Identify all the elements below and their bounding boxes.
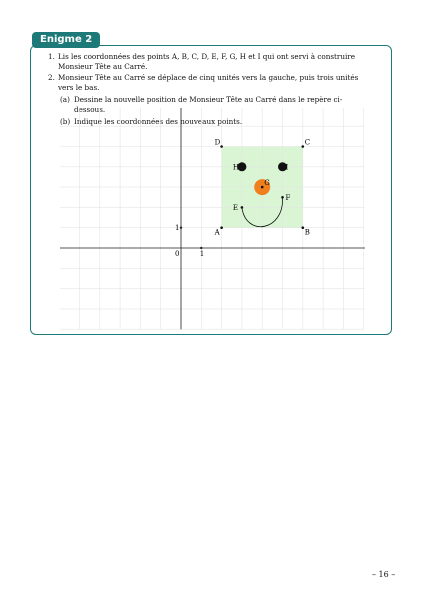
- page-number: – 16 –: [372, 570, 396, 579]
- unit-x-label: 1: [199, 250, 205, 258]
- point-label: E: [232, 203, 239, 212]
- subquestion-number: (b): [60, 117, 71, 126]
- origin-label: 0: [175, 250, 180, 258]
- unit-y-label: 1: [175, 224, 180, 233]
- question-text: Monsieur Tête au Carré se déplace de cinq unités vers la gauche, puis trois unités vers le bas.: [58, 73, 359, 92]
- subquestion-number: (a): [60, 95, 70, 104]
- point-marker: [281, 166, 284, 169]
- point-label: C: [304, 138, 311, 147]
- point-marker: [220, 226, 223, 229]
- point-label: A: [214, 228, 220, 237]
- point-label: I: [285, 163, 289, 172]
- point-label: D: [214, 138, 221, 147]
- point-label: B: [304, 228, 310, 237]
- enigme-title: Enigme 2: [32, 32, 100, 48]
- point-label: F: [285, 193, 291, 202]
- point-label: G: [264, 179, 270, 188]
- point-marker: [302, 145, 305, 148]
- question-number: 1.: [48, 52, 55, 61]
- question-text: Lis les coordonnées des points A, B, C, D, E, F, G, H et I qui ont servi à construire Monsieur Tête au Carré.: [58, 52, 355, 71]
- point-marker: [302, 226, 305, 229]
- question-2: [48, 73, 368, 93]
- unit-x-tick: [200, 247, 202, 249]
- subquestion-text: Dessine la nouvelle position de Monsieur Tête au Carré dans le repère ci-dessous.: [74, 95, 343, 114]
- question-1: [48, 52, 368, 72]
- coordinate-plane: [60, 108, 365, 330]
- point-marker: [261, 186, 264, 189]
- point-marker: [241, 166, 244, 169]
- point-marker: [220, 145, 223, 148]
- point-label: H: [232, 163, 240, 172]
- question-number: 2.: [48, 73, 55, 82]
- unit-y-tick: [180, 227, 182, 229]
- point-marker: [281, 196, 284, 199]
- point-marker: [241, 206, 244, 209]
- subquestion-text: Indique les coordonnées des nouveaux points.: [74, 117, 243, 126]
